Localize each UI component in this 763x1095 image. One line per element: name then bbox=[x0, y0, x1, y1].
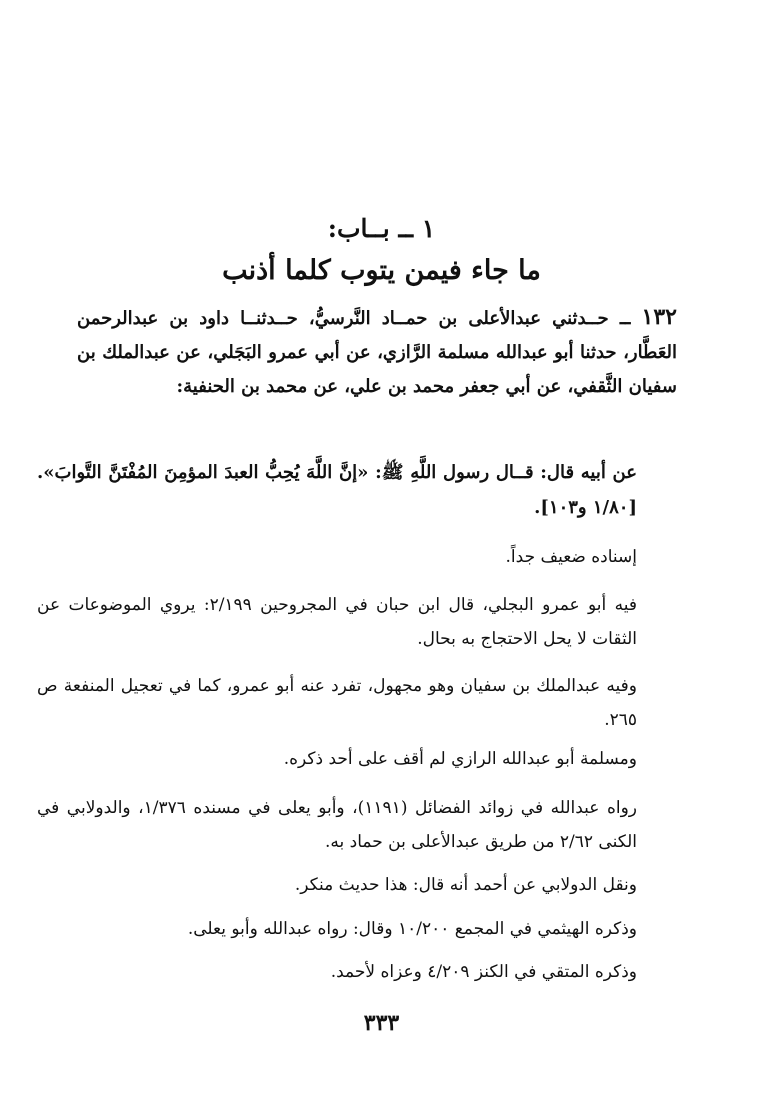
narrator-note-maslama: ومسلمة أبو عبدالله الرازي لم أقف على أحد ذكره. bbox=[283, 749, 637, 769]
takhrij-note: رواه عبدالله في زوائد الفضائل (١١٩١)، وأبو يعلى في مسنده ١/٣٧٦، والدولابي في الكنى ٢/٦٢ من طريق عبدالأعلى بن حماد به. bbox=[37, 798, 637, 852]
grading-note: إسناده ضعيف جداً. bbox=[505, 547, 637, 567]
hadith-matn: عن أبيه قال: قــال رسول اللَّهِ ﷺ: «إنَّ اللَّهَ يُحِبُّ العبدَ المؤمِنَ المُفْتَنَّ التَّوابَ». [١/٨٠ و١٠٣]. bbox=[37, 462, 637, 518]
dulabi-note: ونقل الدولابي عن أحمد أنه قال: هذا حديث منكر. bbox=[294, 875, 637, 895]
page-number: ٣٣٣ bbox=[363, 1010, 400, 1036]
narrator-note-bajali: فيه أبو عمرو البجلي، قال ابن حبان في المجروحين ٢/١٩٩: يروي الموضوعات عن الثقات لا يحل الاحتجاج به بحال. bbox=[37, 595, 637, 649]
chapter-title: ما جاء فيمن يتوب كلما أذنب bbox=[222, 255, 541, 286]
chapter-label: ١ ــ بــاب: bbox=[327, 214, 436, 243]
muttaqi-note: وذكره المتقي في الكنز ٤/٢٠٩ وعزاه لأحمد. bbox=[330, 962, 637, 982]
narrator-note-abdulmalik: وفيه عبدالملك بن سفيان وهو مجهول، تفرد عنه أبو عمرو، كما في تعجيل المنفعة ص ٢٦٥. bbox=[37, 676, 637, 730]
hadith-number: ١٣٢ bbox=[641, 304, 677, 330]
haythami-note: وذكره الهيثمي في المجمع ١٠/٢٠٠ وقال: رواه عبدالله وأبو يعلى. bbox=[187, 919, 637, 939]
hadith-isnad-paragraph bbox=[77, 300, 677, 404]
hadith-isnad: ــ حــدثني عبدالأعلى بن حمــاد النَّرسيُّ، حــدثنــا داود بن عبدالرحمن العَطَّار، حدثنا أبو عبدالله مسلمة الرَّازي، عن أبي عمرو البَجَلي، عن عبدالملك بن سفيان الثَّقفي، عن أبي جعفر محمد بن علي، عن محمد بن الحنفية: bbox=[77, 308, 677, 397]
